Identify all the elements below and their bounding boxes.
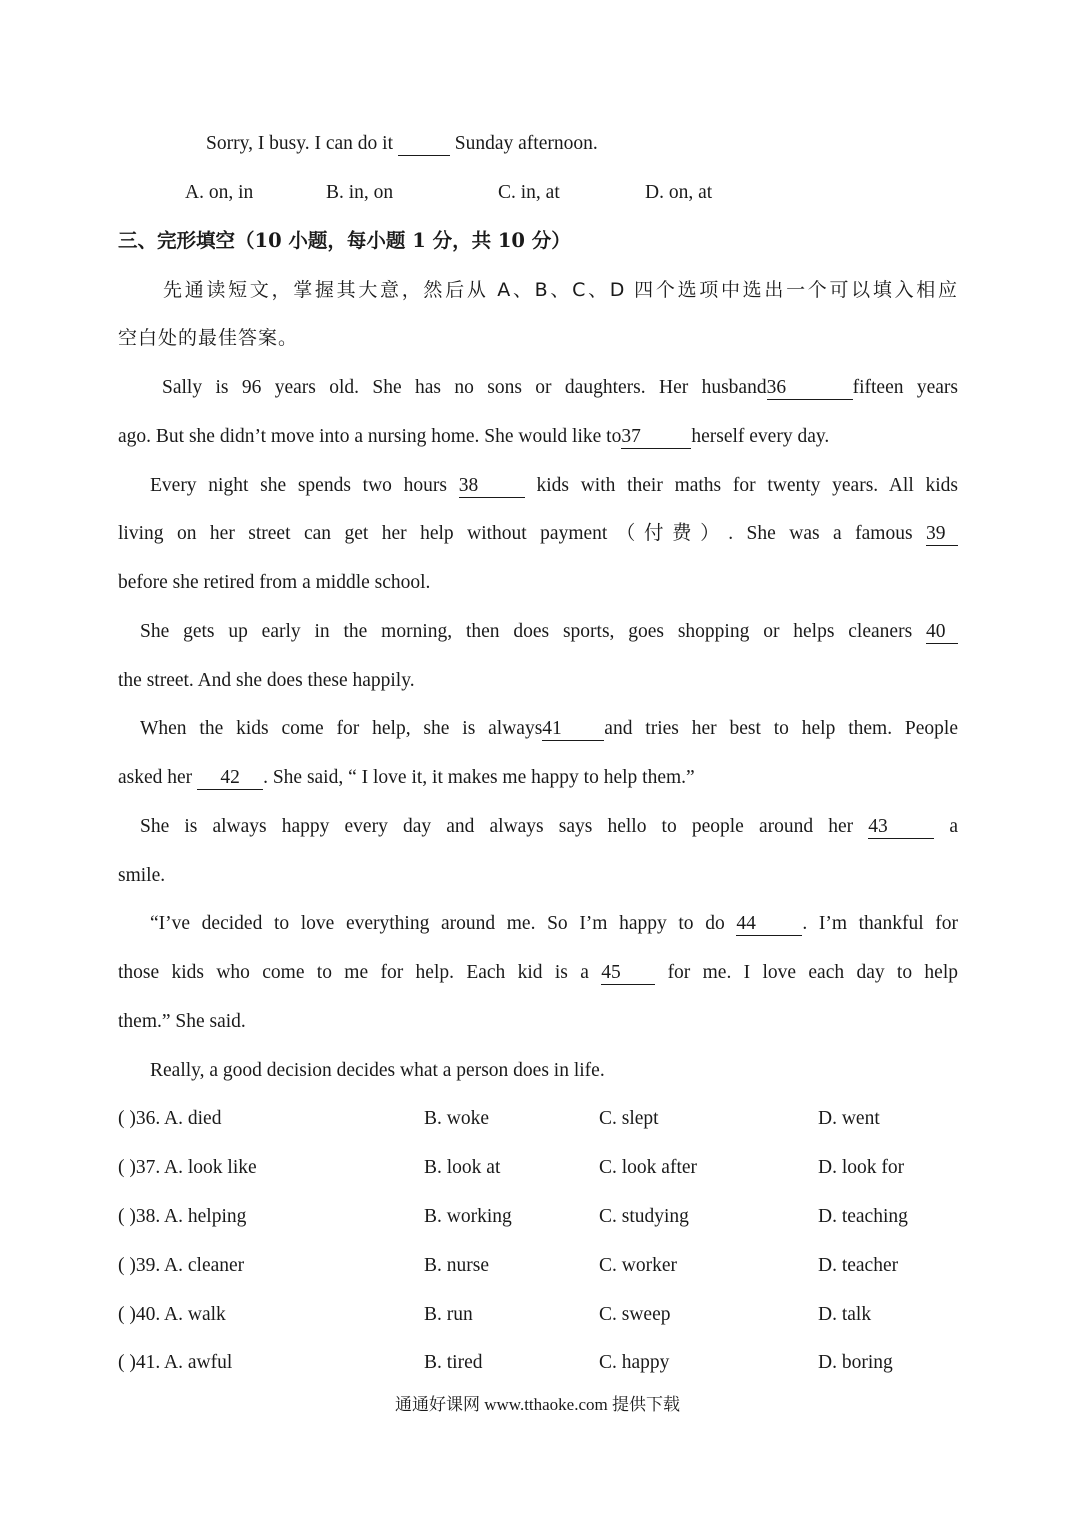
text: She gets up early in the morning, then does sports, goes shopping or helps cleaners xyxy=(140,621,913,642)
option-b: B. run xyxy=(424,1304,473,1325)
option-b: B. in, on xyxy=(326,182,394,203)
question-label: ( )36. A. died xyxy=(118,1108,222,1129)
section-heading: 三、完形填空（10 小题，每小题 1 分，共 10 分） xyxy=(118,229,571,252)
passage-line xyxy=(162,374,958,402)
blank-44: 44 xyxy=(736,913,802,936)
passage-line xyxy=(118,959,958,987)
option-b: B. woke xyxy=(424,1108,489,1129)
blank-40: 40 xyxy=(926,621,958,644)
option-d: D. went xyxy=(818,1108,880,1129)
text: . She said, “ I love it, it makes me happy to help them.” xyxy=(263,767,695,788)
text: for me. I love each day to help xyxy=(667,962,959,983)
passage-line xyxy=(150,910,958,938)
question-label: ( )40. A. walk xyxy=(118,1304,226,1325)
option-c: C. happy xyxy=(599,1352,670,1373)
passage-line xyxy=(118,520,958,548)
option-b: B. nurse xyxy=(424,1255,489,1276)
passage-line xyxy=(118,764,958,792)
instruction-line-2: 空白处的最佳答案。 xyxy=(118,327,299,349)
blank-37: 37 xyxy=(621,426,691,449)
option-d: D. talk xyxy=(818,1304,872,1325)
question-label: ( )39. A. cleaner xyxy=(118,1255,245,1276)
passage-line: the street. And she does these happily. xyxy=(118,670,415,691)
instruction-line-1: 先通读短文，掌握其大意，然后从 A、B、C、D 四个选项中选出一个可以填入相应 xyxy=(163,279,958,301)
blank-42: 42 xyxy=(197,767,263,790)
option-c: C. in, at xyxy=(498,182,560,203)
passage-line xyxy=(118,423,958,451)
question-label: ( )37. A. look like xyxy=(118,1157,257,1178)
text: ago. But she didn’t move into a nursing home. She would like to xyxy=(118,426,622,447)
question-label: ( )41. A. awful xyxy=(118,1352,233,1373)
option-d: D. on, at xyxy=(645,182,713,203)
option-c: C. slept xyxy=(599,1108,659,1129)
passage-line: before she retired from a middle school. xyxy=(118,572,431,593)
passage-line xyxy=(140,715,958,743)
text: asked her xyxy=(118,767,193,788)
text: fifteen years xyxy=(852,377,958,398)
text: When the kids come for help, she is always xyxy=(140,718,543,739)
question-label: ( )38. A. helping xyxy=(118,1206,247,1227)
option-c: C. studying xyxy=(599,1206,689,1227)
question-35-stem xyxy=(206,130,1046,158)
blank xyxy=(398,133,450,156)
text: . I’m thankful for xyxy=(802,913,958,934)
passage-line: Really, a good decision decides what a person does in life. xyxy=(150,1060,605,1081)
blank-43: 43 xyxy=(868,816,934,839)
text: “I’ve decided to love everything around me. So I’m happy to do xyxy=(150,913,725,934)
text: Every night she spends two hours xyxy=(150,475,447,496)
passage-line xyxy=(140,618,958,646)
text: those kids who come to me for help. Each kid is a xyxy=(118,962,589,983)
passage-line: smile. xyxy=(118,865,166,886)
text: and tries her best to help them. People xyxy=(604,718,958,739)
option-b: B. look at xyxy=(424,1157,501,1178)
blank-39: 39 xyxy=(926,523,958,546)
option-d: D. boring xyxy=(818,1352,893,1373)
text: kids with their maths for twenty years. All kids xyxy=(536,475,958,496)
option-d: D. teacher xyxy=(818,1255,899,1276)
blank-41: 41 xyxy=(542,718,604,741)
option-c: C. worker xyxy=(599,1255,677,1276)
option-a: A. on, in xyxy=(185,182,254,203)
page-footer: 通通好课网 www.tthaoke.com 提供下载 xyxy=(394,1395,681,1414)
passage-line xyxy=(150,472,958,500)
blank-36: 36 xyxy=(767,377,853,400)
option-c: C. look after xyxy=(599,1157,698,1178)
blank-38: 38 xyxy=(459,475,525,498)
stem-text-1: Sorry, I busy. I can do it xyxy=(206,133,394,154)
option-d: D. look for xyxy=(818,1157,905,1178)
text: herself every day. xyxy=(691,426,830,447)
option-b: B. tired xyxy=(424,1352,483,1373)
option-c: C. sweep xyxy=(599,1304,671,1325)
text: a xyxy=(949,816,959,837)
passage-line: them.” She said. xyxy=(118,1011,246,1032)
text: Sally is 96 years old. She has no sons or daughters. Her husband xyxy=(162,377,767,398)
option-d: D. teaching xyxy=(818,1206,908,1227)
passage-line xyxy=(140,813,958,841)
text: living on her street can get her help without payment（付费）. She was a famous xyxy=(118,523,913,544)
stem-text-2: Sunday afternoon. xyxy=(454,133,598,154)
blank-45: 45 xyxy=(601,962,655,985)
text: She is always happy every day and always says hello to people around her xyxy=(140,816,854,837)
option-b: B. working xyxy=(424,1206,512,1227)
